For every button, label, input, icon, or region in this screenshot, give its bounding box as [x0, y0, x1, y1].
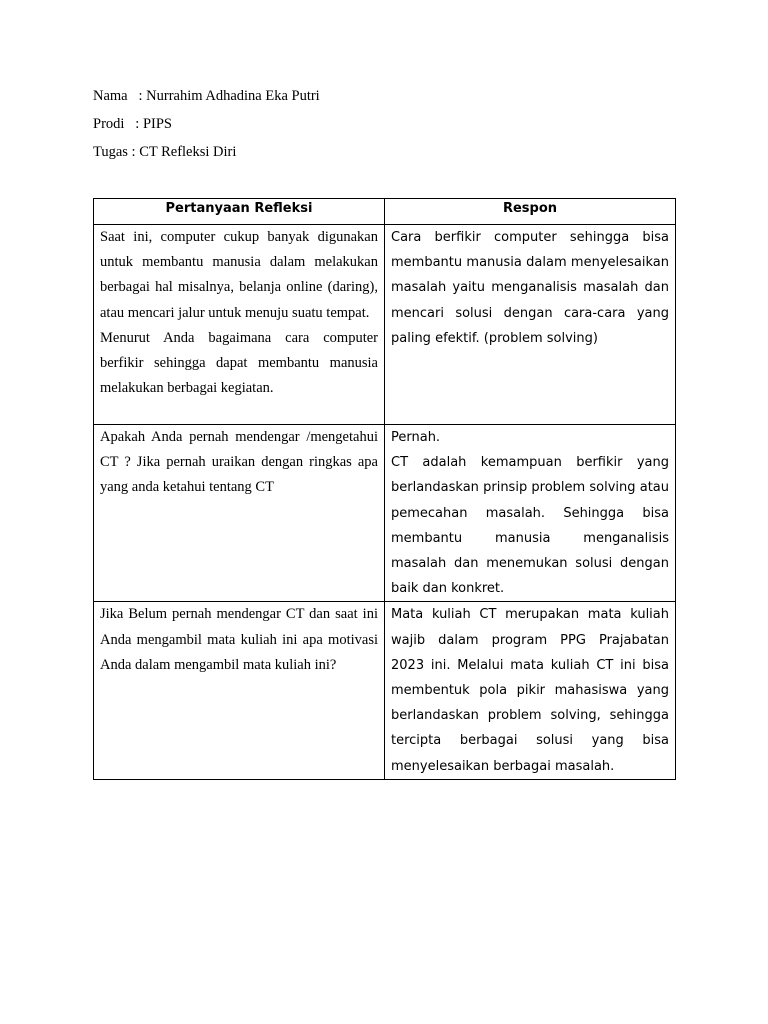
response-paragraph: Pernah. — [391, 430, 441, 445]
response-paragraph: Cara berfikir computer sehingga bisa membantu manusia dalam menyelesaikan masalah yaitu menganalisis masalah dan mencari solusi dengan cara-cara yang paling efektif. (problem solving) — [391, 230, 669, 346]
question-cell — [94, 602, 385, 779]
question-paragraph: Menurut Anda bagaimana cara computer berfikir sehingga dapat membantu manusia melakukan berbagai kegiatan. — [100, 329, 378, 397]
question-paragraph: Jika Belum pernah mendengar CT dan saat ini Anda mengambil mata kuliah ini apa motivasi Anda dalam mengambil mata kuliah ini? — [100, 606, 378, 673]
response-paragraph: Mata kuliah CT merupakan mata kuliah wajib dalam program PPG Prajabatan 2023 ini. Melalui mata kuliah CT ini bisa membentuk pola pikir mahasiswa yang berlandaskan problem solving, sehingga tercipta berbagai solusi yang bisa menyelesaikan berbagai masalah. — [391, 607, 669, 774]
student-name: Nama : Nurrahim Adhadina Eka Putri — [93, 88, 320, 104]
table-row — [94, 225, 676, 425]
column-header-response: Respon — [385, 199, 676, 225]
question-paragraph: Saat ini, computer cukup banyak digunakan untuk membantu manusia dalam melakukan berbagai hal misalnya, belanja online (daring), atau mencari jalur untuk menuju suatu tempat. — [100, 229, 378, 321]
response-cell — [385, 225, 676, 425]
question-cell — [94, 425, 385, 602]
question-paragraph: Apakah Anda pernah mendengar /mengetahui CT ? Jika pernah uraikan dengan ringkas apa yang anda ketahui tentang CT — [100, 429, 378, 496]
study-program: Prodi : PIPS — [93, 116, 172, 132]
reflection-table — [93, 198, 676, 780]
table-row — [94, 425, 676, 602]
table-row — [94, 602, 676, 779]
question-cell — [94, 225, 385, 425]
response-paragraph: CT adalah kemampuan berfikir yang berlandaskan prinsip problem solving atau pemecahan masalah. Sehingga bisa membantu manusia menganalisis masalah dan menemukan solusi dengan baik dan konkret. — [391, 455, 669, 597]
response-cell — [385, 602, 676, 779]
response-cell — [385, 425, 676, 602]
table-header-row — [94, 199, 676, 225]
column-header-question: Pertanyaan Refleksi — [94, 199, 385, 225]
assignment-title: Tugas : CT Refleksi Diri — [93, 144, 237, 160]
